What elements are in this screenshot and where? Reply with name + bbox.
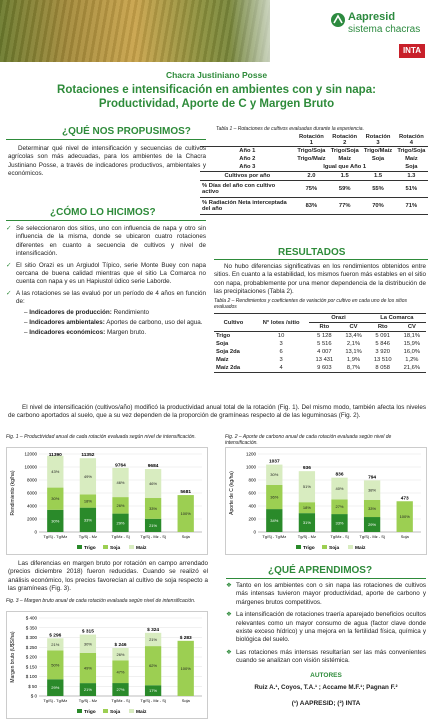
fig2-chart-box: [225, 447, 427, 555]
list-item: [226, 649, 426, 666]
y-axis-label: Margen bruto (U$S/ha): [10, 631, 16, 683]
x-tick-label: Tg/Sj - Tg/Mz: [43, 534, 68, 539]
table-row: [214, 340, 426, 348]
x-tick-label: Tg/Mz - Sj: [330, 534, 349, 539]
table-row-label: Soja 2da: [216, 349, 240, 355]
table-header-cell: La Comarca: [368, 314, 426, 323]
table-header-cell: Cultivo: [223, 319, 244, 326]
fig1-caption: Fig. 1 – Productividad anual de cada rotación evaluada según nivel de intensificación.: [6, 434, 196, 440]
table-header-cell: [200, 134, 295, 147]
table-cell: 4: [279, 365, 283, 371]
table-row-label: % Radiación Neta interceptada del año: [202, 200, 287, 212]
authors-affiliation: (¹) AAPRESID; (²) INTA: [291, 700, 361, 707]
x-tick-label: Tg/Mz - Sj: [111, 534, 130, 539]
authors-title: AUTORES: [310, 672, 342, 679]
methods-bullet-3: A las rotaciones se las evaluó por un período de 4 años en función de:: [16, 289, 206, 306]
table-cell: 5 091: [375, 333, 390, 339]
legend-label: Maíz: [136, 546, 147, 551]
table-cell: 13,1%: [345, 349, 362, 355]
y-tick-label: 8000: [26, 477, 37, 483]
legend-label: Trigo: [84, 546, 96, 551]
table-cell: Trigo/Maíz: [363, 148, 393, 154]
table-row: [214, 364, 426, 373]
bar-total-label: $ 296: [49, 633, 62, 639]
bar-total-label: 936: [302, 466, 311, 472]
table-cell: 8 058: [375, 365, 390, 371]
bar-total-label: $ 246: [114, 643, 127, 649]
data-label: 40%: [335, 486, 344, 492]
table-row: [200, 163, 428, 172]
learnings-list: [226, 582, 426, 666]
fig3-chart: [7, 612, 207, 718]
title-line-1: Rotaciones e intensificación en ambientes con y sin napa:: [57, 84, 376, 96]
y-tick-label: 200: [248, 516, 256, 522]
data-label: 29%: [368, 522, 377, 528]
legend-label: Trigo: [84, 710, 96, 715]
list-item: [6, 262, 206, 287]
bar-total-label: 11352: [81, 453, 95, 459]
table-cell: 3: [279, 341, 283, 347]
data-label: 36%: [270, 494, 279, 500]
section-title-results: RESULTADOS: [278, 247, 346, 258]
table-header-cell: Rotación 1: [295, 134, 328, 147]
table-cell: 15,9%: [403, 341, 421, 347]
data-label: 21%: [51, 641, 60, 647]
table-cell: Trigo/Soja: [297, 148, 326, 154]
x-tick-label: Tg/Sj - Mz - Sj: [140, 534, 166, 539]
table-row-label: Año 3: [239, 164, 256, 170]
table-row-label: Trigo: [216, 333, 231, 339]
data-label: 31%: [302, 520, 311, 526]
bar-total-label: 5681: [180, 490, 192, 496]
table2-caption: Tabla 2 – Rendimientos y coeficientes de variación por cultivo en cada uno de los sitios evaluados: [214, 298, 407, 310]
divider: [6, 220, 206, 221]
data-label: 27%: [335, 504, 344, 510]
table-cell: 2.0: [307, 173, 316, 179]
data-label: 43%: [51, 469, 60, 475]
table-cell: 83%: [305, 203, 318, 209]
divider: [214, 259, 428, 260]
table-header-cell: Rotación 2: [328, 134, 361, 147]
inta-logo: INTA: [399, 44, 425, 58]
table-cell: 10: [277, 333, 285, 339]
table-row-label: Maíz: [216, 357, 229, 363]
data-label: 17%: [149, 688, 158, 694]
objectives-text: Determinar qué nivel de intensificación y secuencias de cultivos agrícolas son más adecuadas, para los ambientes de la Chacra Justiniano Posse, a través de indicadores productivos, ambientales y económicos.: [8, 145, 206, 178]
table-cell: 21,6%: [403, 365, 421, 371]
table-cell: 4 007: [317, 349, 332, 355]
list-item: – Indicadores económicos: Margen bruto.: [24, 329, 147, 337]
legend-label: Soja: [110, 546, 121, 551]
data-label: 21%: [149, 522, 158, 528]
legend-swatch: [348, 545, 353, 549]
table-cell: 3: [279, 357, 283, 363]
legend-swatch: [77, 545, 82, 549]
table-row: [200, 172, 428, 181]
fig3-chart-box: [6, 611, 208, 719]
data-label: 100%: [180, 511, 191, 517]
data-label: 100%: [180, 665, 191, 671]
table-cell: 70%: [372, 203, 384, 209]
data-label: 29%: [51, 685, 60, 691]
bar-total-label: 794: [368, 475, 377, 481]
y-tick-label: $ 150: [25, 664, 37, 670]
table1: [200, 134, 428, 215]
x-tick-label: Tg/Sj - Mz: [78, 698, 98, 703]
intensification-text: El nivel de intensificación (cultivos/año) modificó la productividad anual total de la rotación (Fig. 1). Del mismo modo, también afecta los niveles de carbono aportados al suelo, que a su vez dependen de la proporción de gramíneas respecto al de las leguminosas (Fig. 2).: [8, 404, 426, 420]
table-row-label: Soja: [216, 341, 229, 347]
y-tick-label: 0: [253, 529, 256, 535]
table-row-label: Maíz 2da: [216, 365, 241, 371]
table-cell: 13,4%: [345, 333, 362, 339]
page-header: [0, 0, 433, 62]
data-label: 18%: [302, 505, 311, 511]
methods-bullet-1: Se seleccionaron dos sitios, uno con influencia de napa y otro sin influencia de la misma, donde se ubicaron cuatro rotaciones diferentes en cuanto a secuencia de cultivos y nivel de intensificación.: [16, 225, 206, 258]
table-cell: 1.5: [340, 173, 349, 179]
data-label: 50%: [51, 662, 60, 668]
table-cell: 51%: [405, 186, 418, 192]
list-item: [6, 290, 206, 307]
table-cell: 1.5: [373, 173, 383, 179]
table-cell: 9 603: [317, 365, 332, 371]
fig2-chart: [226, 448, 426, 554]
data-label: 30%: [51, 496, 60, 502]
diamond-icon: ❖: [226, 611, 232, 619]
table-row: [200, 181, 428, 198]
list-item: – Indicadores de producción: Rendimiento: [24, 308, 149, 316]
table-header-cell: Rto: [377, 324, 388, 330]
table-row-label: Año 2: [239, 156, 256, 162]
table-cell: 1,9%: [346, 357, 361, 363]
table-cell: Maíz: [338, 156, 351, 162]
table-row-label: % Días del año con cultivo activo: [202, 183, 276, 195]
divider: [6, 139, 206, 140]
y-tick-label: 400: [248, 503, 256, 509]
legend-swatch: [77, 709, 82, 713]
x-tick-label: Tg/Sj - Tg/Mz: [262, 534, 287, 539]
table-row: [214, 332, 426, 341]
table-cell: 59%: [338, 186, 351, 192]
data-label: 62%: [149, 663, 158, 669]
bar-total-label: $ 283: [179, 635, 192, 641]
indicator-label: Indicadores de producción:: [29, 308, 112, 316]
authors-names: Ruiz A.¹, Coyos, T.A.¹ ; Accame M.F.¹; Pagnan F.²: [254, 684, 398, 691]
methods-bullet-2: El sitio Orazi es un Argiudol Típico, serie Monte Buey con napa cercana de buena calidad mientras que el sitio La Comarca no cuenta con napa y es un Hapiustol údico serie Laborde.: [16, 261, 206, 286]
table-header-cell: CV: [349, 324, 358, 330]
table-row-label: Cultivos por año: [224, 173, 271, 179]
table-cell: 1,2%: [405, 357, 419, 363]
list-item: [6, 225, 206, 259]
table-row-label: Año 1: [239, 148, 256, 154]
bar-total-label: $ 315: [81, 629, 94, 635]
results-text: No hubo diferencias significativas en los rendimientos obtenidos entre sitios. En cuanto a la estabilidad, los mismos fueron más estables en el sitio con napa, probablemente por una menor dependencia de la distribución de las precipitaciones (Tabla 2).: [214, 263, 426, 296]
bar-total-label: 1037: [268, 459, 280, 465]
data-label: 47%: [116, 669, 125, 675]
y-axis-label: Aporte de C (kg/ha): [229, 471, 235, 515]
data-label: 34%: [270, 518, 279, 524]
legend-swatch: [322, 545, 327, 549]
data-label: 30%: [83, 641, 92, 647]
table-cell: 5 516: [317, 341, 332, 347]
data-label: 46%: [149, 481, 158, 487]
y-tick-label: 4000: [26, 503, 37, 509]
legend-swatch: [103, 709, 108, 713]
data-label: 21%: [149, 636, 158, 642]
y-tick-label: $ 400: [25, 615, 37, 621]
data-label: 33%: [149, 505, 158, 511]
data-label: 30%: [270, 472, 279, 478]
indicator-label: Indicadores ambientales:: [29, 319, 105, 327]
diamond-icon: ❖: [226, 648, 232, 656]
table-cell: 3 920: [375, 349, 390, 355]
table-row: [200, 147, 428, 156]
indicator-value: Margen bruto.: [105, 329, 147, 337]
list-item: – Indicadores ambientales: Aportes de carbono, uso del agua.: [24, 319, 203, 327]
table-cell: 13 510: [373, 357, 392, 363]
x-tick-label: Tg/Sj - Mz: [78, 534, 98, 539]
y-tick-label: 6000: [26, 490, 37, 496]
fig1-chart-box: [6, 447, 208, 555]
methods-list: [6, 225, 206, 338]
y-tick-label: 0: [34, 529, 37, 535]
legend-swatch: [129, 545, 134, 549]
legend-label: Trigo: [303, 546, 315, 551]
indicator-value: Rendimiento: [111, 308, 149, 316]
y-tick-label: $ 0: [30, 693, 37, 699]
title-line-2: Productividad, Aporte de C y Margen Bruto: [98, 98, 335, 110]
table-cell: 5 128: [317, 333, 332, 339]
data-label: 100%: [399, 514, 410, 520]
brand-name: Aapresid: [348, 11, 396, 23]
x-tick-label: Tg/Mz - Sj: [111, 698, 130, 703]
bar-total-label: 9764: [115, 463, 126, 469]
x-tick-label: Tg/Sj - Tg/Mz: [43, 698, 68, 703]
section-title-learnings: ¿QUÉ APRENDIMOS?: [268, 565, 373, 576]
y-tick-label: $ 50: [28, 683, 37, 689]
table-cell: Maíz: [405, 156, 418, 162]
y-tick-label: 12000: [24, 451, 37, 457]
section-title-objectives: ¿QUÉ NOS PROPUSIMOS?: [62, 126, 191, 137]
chacra-name: Chacra Justiniano Posse: [165, 70, 268, 80]
learning-3: Las rotaciones más intensas resultarían ser las más convenientes cuando se analizan con visión sistémica.: [236, 648, 426, 665]
legend-swatch: [129, 709, 134, 713]
y-tick-label: $ 100: [25, 674, 37, 679]
y-tick-label: 2000: [26, 516, 37, 522]
indicator-value: Aportes de carbono, uso del agua.: [104, 319, 203, 327]
legend-label: Maíz: [136, 710, 147, 715]
data-label: 33%: [83, 517, 92, 523]
table-cell: Trigo/Maíz: [297, 156, 326, 162]
x-tick-label: Tg/Sj - Mz - Sj: [359, 534, 385, 539]
legend-label: Soja: [110, 710, 121, 715]
table-cell: 16,0%: [403, 349, 421, 355]
data-label: 38%: [368, 487, 377, 493]
data-label: 49%: [83, 665, 92, 671]
table-row: [214, 348, 426, 356]
table-cell: 18,1%: [403, 333, 421, 339]
data-label: 26%: [116, 651, 125, 657]
table-cell: 1.3: [407, 173, 416, 179]
legend-label: Soja: [329, 546, 340, 551]
data-label: 33%: [368, 506, 377, 512]
table-header-cell: Rotación 3: [361, 134, 394, 147]
x-tick-label: Soja: [181, 698, 190, 703]
x-tick-label: Tg/Sj - Mz: [297, 534, 317, 539]
x-tick-label: Tg/Sj - Mz - Sj: [140, 698, 166, 703]
data-label: 27%: [116, 687, 125, 693]
data-label: 30%: [51, 518, 60, 524]
bar-total-label: 9684: [147, 464, 159, 470]
table-cell: Soja: [405, 164, 418, 170]
data-label: 21%: [83, 687, 92, 693]
y-axis-label: Rendimiento (kg/ha): [10, 470, 16, 516]
table-header-cell: CV: [407, 324, 416, 330]
bar-total-label: $ 324: [147, 627, 160, 633]
check-icon: ✓: [6, 261, 12, 269]
y-tick-label: 10000: [24, 464, 37, 470]
table-cell: Trigo/Soja: [397, 148, 426, 154]
table-header-row: [200, 134, 428, 147]
legend-swatch: [103, 545, 108, 549]
learning-1: Tanto en los ambientes con o sin napa las rotaciones de cultivos más intensas tuvieron mayor productividad, aporte de carbono y márgenes brutos competitivos.: [236, 582, 426, 606]
table-cell: 75%: [305, 186, 318, 192]
divider: [226, 578, 426, 579]
table-cell: 55%: [372, 186, 384, 192]
x-tick-label: Soja: [400, 534, 409, 539]
x-tick-label: Soja: [181, 534, 190, 539]
indicator-label: Indicadores económicos:: [29, 329, 106, 337]
legend-swatch: [296, 545, 301, 549]
table-row: [200, 155, 428, 163]
table-cell: 77%: [338, 203, 351, 209]
data-label: 49%: [83, 473, 92, 479]
legend-label: Maíz: [355, 546, 366, 551]
bar-total-label: 836: [335, 472, 344, 478]
bar-total-label: 11390: [48, 452, 62, 458]
brand-subtitle: sistema chacras: [348, 24, 421, 35]
table-cell: 6: [279, 349, 283, 355]
table-cell: Trigo/Soja: [330, 148, 359, 154]
list-item: [226, 582, 426, 607]
table-cell: Igual que Año 1: [323, 164, 367, 170]
table-cell: Soja: [371, 156, 385, 162]
table-cell: 8,7%: [346, 365, 361, 371]
bar-total-label: 473: [400, 496, 409, 502]
y-tick-label: $ 300: [25, 635, 37, 640]
table-row: [214, 356, 426, 364]
table-header-cell: Rotación 4: [395, 134, 428, 147]
table-cell: 71%: [405, 203, 418, 209]
y-tick-label: $ 200: [25, 654, 37, 660]
data-label: 18%: [83, 498, 92, 504]
check-icon: ✓: [6, 225, 12, 232]
table-cell: 5 846: [375, 341, 390, 347]
check-icon: ✓: [6, 289, 12, 297]
y-tick-label: 1200: [245, 451, 256, 457]
data-label: 51%: [302, 484, 311, 490]
y-tick-label: $ 250: [25, 644, 37, 650]
table-row: [200, 198, 428, 215]
y-tick-label: 1000: [245, 464, 256, 470]
y-tick-label: $ 350: [25, 625, 37, 631]
table-header-row: [214, 314, 426, 323]
photo-fade: [230, 0, 290, 62]
fig2-caption: Fig. 2 – Aporte de carbono anual de cada rotación evaluada según nivel de intensificación.: [225, 434, 392, 446]
data-label: 29%: [116, 520, 125, 526]
table-header-cell: Rto: [319, 324, 330, 330]
table1-caption: Tabla 1 – Rotaciones de cultivos evaluadas durante la experiencia.: [216, 126, 364, 132]
fig3-caption: Fig. 3 – Margen bruto anual de cada rotación evaluada según nivel de intensificación.: [6, 598, 196, 604]
fig1-chart: [7, 448, 207, 554]
y-tick-label: 600: [248, 490, 256, 496]
diamond-icon: ❖: [226, 582, 232, 589]
data-label: 46%: [116, 479, 125, 485]
margin-text: Las diferencias en margen bruto por rotación en campo arrendado (precios diciembre 2018) fueron reducidas. Cuando se realizó el análisis económico, los precios favorecían al cultivo de soja respecto a las gramíneas (Fig. 3).: [8, 560, 208, 593]
data-label: 33%: [335, 520, 344, 526]
table-cell: 13 431: [315, 357, 334, 363]
learning-2: La intensificación de rotaciones traería aparejado beneficios ocultos relevantes como un mayor consumo de agua (factor clave donde existe exceso hídrico) y una mejora en la fertilidad física, química y biológica del suelo.: [236, 611, 426, 644]
page-title: [0, 83, 433, 111]
table-cell: 2,1%: [346, 341, 361, 347]
aapresid-logo-icon: [330, 12, 346, 28]
section-title-methods: ¿CÓMO LO HICIMOS?: [50, 207, 156, 218]
y-tick-label: 800: [248, 477, 256, 483]
data-label: 26%: [116, 502, 125, 508]
table-header-cell: N° lotes /sitio: [262, 319, 300, 326]
list-item: [226, 611, 426, 645]
table-header-cell: Orazi: [309, 314, 367, 323]
table2: [214, 313, 426, 373]
